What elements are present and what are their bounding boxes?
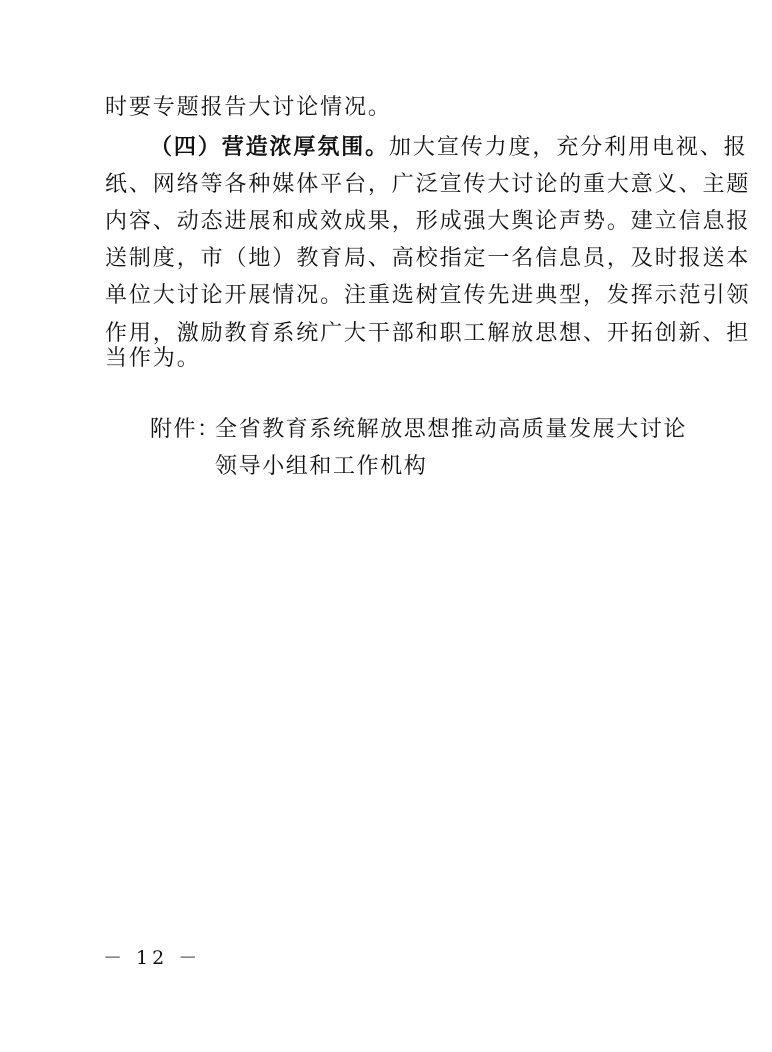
paragraph-line-text: 加大宣传力度，充分利用电视、报 [389, 135, 748, 160]
attachment-title-line-2: 领导小组和工作机构 [215, 454, 428, 479]
paragraph-line: 内容、动态进展和成效成果，形成强大舆论声势。建立信息报 [105, 209, 751, 234]
paragraph-line: 时要专题报告大讨论情况。 [105, 95, 392, 120]
page-number: － 12 － [103, 947, 202, 969]
paragraph-line: 单位大讨论开展情况。注重选树宣传先进典型，发挥示范引领 [105, 283, 751, 308]
paragraph-line: 当作为。 [105, 346, 201, 371]
paragraph-line: 纸、网络等各种媒体平台，广泛宣传大讨论的重大意义、主题 [105, 172, 751, 197]
paragraph-line: 作用，激励教育系统广大干部和职工解放思想、开拓创新、担 [105, 321, 751, 346]
attachment-label: 附件： [150, 417, 221, 442]
section-heading-line [150, 130, 748, 164]
paragraph-line: 送制度，市（地）教育局、高校指定一名信息员，及时报送本 [105, 246, 751, 271]
attachment-title-line-1: 全省教育系统解放思想推动高质量发展大讨论 [215, 417, 688, 442]
section-heading: （四）营造浓厚氛围。 [150, 134, 390, 160]
